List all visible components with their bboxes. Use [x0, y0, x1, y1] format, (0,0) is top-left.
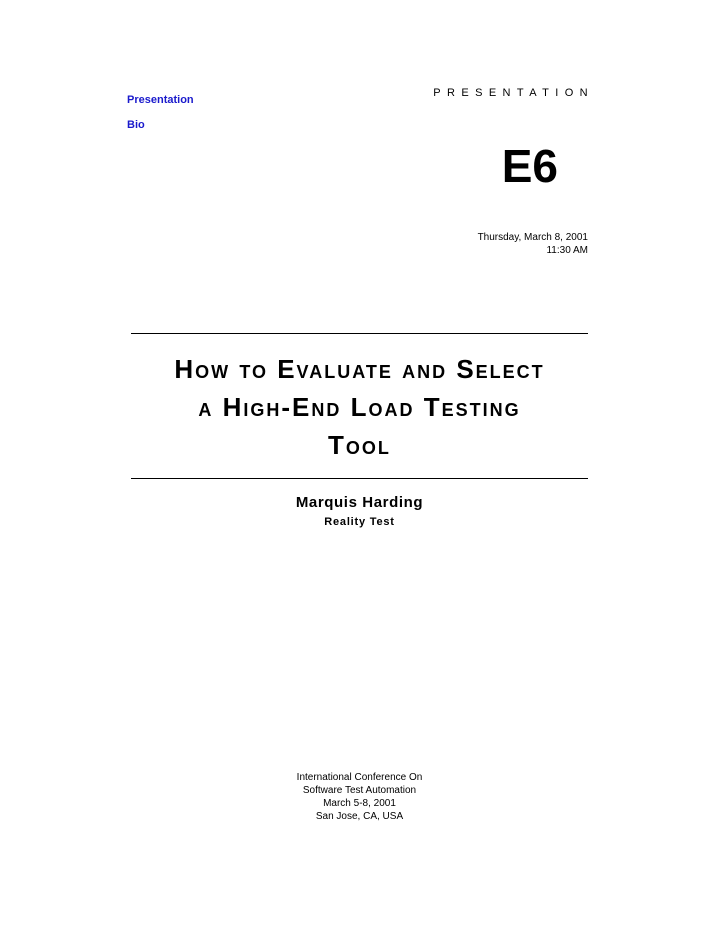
bio-link[interactable]: Bio — [127, 119, 145, 131]
conference-info — [131, 771, 588, 823]
title-line-3: Tool — [328, 430, 391, 460]
author-name: Marquis Harding — [295, 494, 424, 511]
session-code: E6 — [501, 140, 558, 192]
conference-line-4: San Jose, CA, USA — [315, 811, 404, 822]
conference-line-3: March 5-8, 2001 — [323, 798, 396, 809]
top-divider — [131, 333, 588, 334]
conference-line-1: International Conference On — [296, 772, 423, 783]
session-date: Thursday, March 8, 2001 — [477, 232, 588, 243]
title-line-1: How to Evaluate and Select — [174, 354, 545, 384]
document-title — [131, 350, 588, 464]
conference-line-2: Software Test Automation — [302, 785, 417, 796]
session-time: 11:30 AM — [546, 245, 588, 256]
title-line-2: a High-End Load Testing — [198, 392, 521, 422]
presentation-label: PRESENTATION — [433, 87, 594, 99]
presentation-link[interactable]: Presentation — [127, 94, 194, 106]
author-organization: Reality Test — [324, 516, 395, 528]
bottom-divider — [131, 478, 588, 479]
